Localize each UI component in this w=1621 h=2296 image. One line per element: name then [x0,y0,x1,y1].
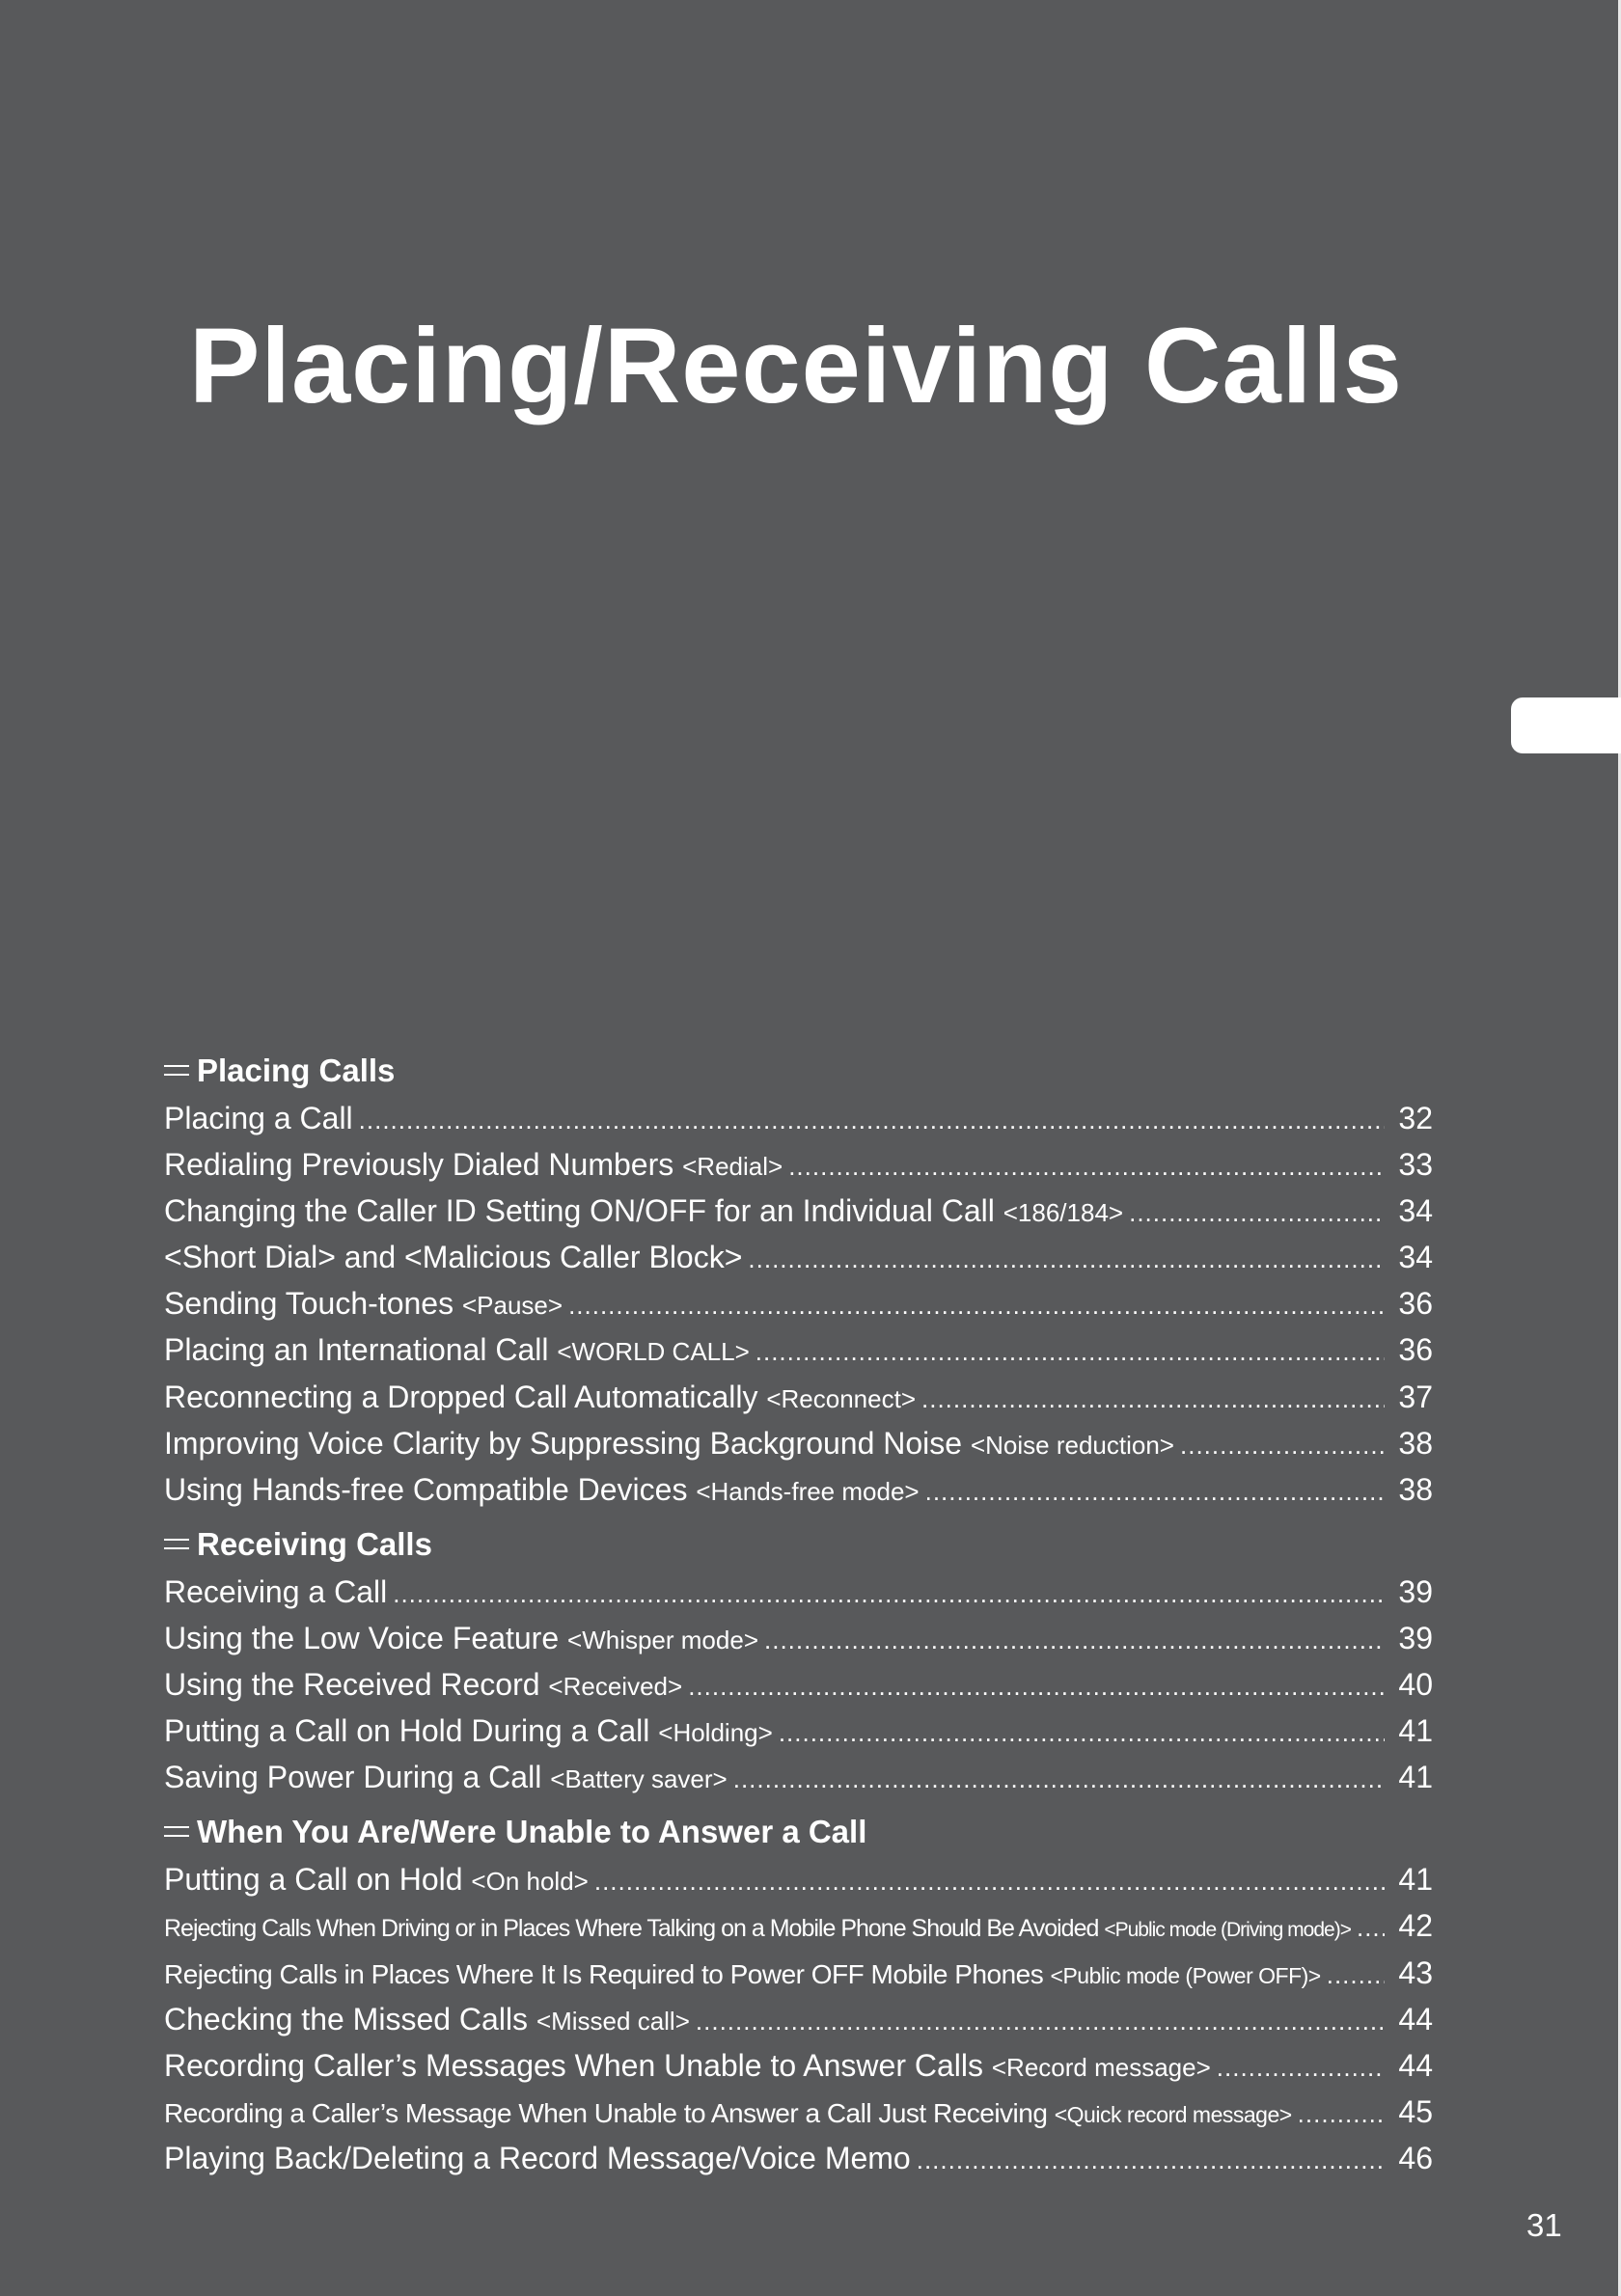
section-heading [164,1520,1433,1569]
entry-page-number: 32 [1398,1101,1433,1135]
toc-entry[interactable] [164,1141,1433,1188]
entry-page-number: 39 [1398,1620,1433,1655]
entry-function-name: <Hands-free mode> [696,1476,920,1506]
toc-entry[interactable] [164,1661,1433,1708]
dot-leader [756,1326,1385,1375]
dot-leader [688,1661,1385,1709]
toc-entry[interactable] [164,1234,1433,1280]
toc-entry[interactable] [164,2135,1433,2181]
entry-function-name: <WORLD CALL> [557,1337,750,1367]
toc-entry[interactable] [164,1569,1433,1615]
entry-function-name: <Received> [548,1672,683,1702]
double-bar-icon [164,1825,189,1839]
dot-leader [925,1466,1385,1515]
entry-title: Recording a Caller’s Message When Unable to Answer a Call Just Receiving [164,2097,1048,2128]
entry-function-name: <Record message> [991,2052,1211,2082]
dot-leader [921,1374,1385,1422]
entry-title: Improving Voice Clarity by Suppressing Background Noise [164,1425,963,1461]
entry-page-number: 37 [1398,1379,1433,1414]
toc-entry[interactable] [164,1950,1433,1996]
chapter-index-tab [1511,697,1621,753]
entry-page-number: 43 [1398,1954,1433,1990]
entry-title: Reconnecting a Dropped Call Automatically [164,1379,758,1414]
toc-entry[interactable] [164,1708,1433,1754]
toc-entry[interactable] [164,1280,1433,1326]
entry-function-name: <On hold> [471,1867,589,1897]
section-heading-text: When You Are/Were Unable to Answer a Call [197,1814,867,1850]
dot-leader [696,1996,1385,2044]
entry-page-number: 34 [1398,1240,1433,1275]
section-heading-text: Receiving Calls [197,1525,432,1562]
entry-function-name: <Quick record message> [1054,2101,1292,2127]
section-heading [164,1047,1433,1095]
dot-leader [594,1856,1385,1904]
entry-page-number: 41 [1398,1862,1433,1898]
toc-entry[interactable] [164,1754,1433,1800]
entry-function-name: <Missed call> [536,2006,690,2036]
dot-leader [359,1095,1385,1143]
page-number: 31 [1526,2207,1562,2243]
entry-title: Rejecting Calls When Driving or in Places Where Talking on a Mobile Phone Should Be Avoided [164,1915,1099,1943]
dot-leader [1217,2042,1385,2091]
dot-leader [1180,1420,1385,1468]
entry-title: Putting a Call on Hold During a Call [164,1713,650,1749]
entry-function-name: <Battery saver> [550,1764,728,1794]
entry-title: Playing Back/Deleting a Record Message/Voice Memo [164,2140,911,2175]
entry-page-number: 44 [1398,2047,1433,2083]
entry-page-number: 42 [1398,1908,1433,1944]
toc-entry[interactable] [164,1095,1433,1141]
table-of-contents [164,1047,1433,2181]
entry-page-number: 39 [1398,1573,1433,1609]
entry-title: Redialing Previously Dialed Numbers [164,1147,674,1183]
toc-entry[interactable] [164,1856,1433,1902]
double-bar-icon [164,1538,189,1551]
entry-page-number: 33 [1398,1147,1433,1183]
entry-page-number: 40 [1398,1667,1433,1703]
toc-section-placing-calls [164,1047,1433,1513]
toc-entry[interactable] [164,1420,1433,1466]
toc-entry[interactable] [164,2089,1433,2135]
entry-function-name: <Redial> [682,1152,783,1182]
entry-title: Using the Low Voice Feature [164,1620,560,1655]
dot-leader [779,1708,1385,1756]
entry-title: Recording Caller’s Messages When Unable to Answer Calls [164,2047,983,2083]
entry-title: Placing a Call [164,1101,353,1135]
section-heading-text: Placing Calls [197,1052,396,1088]
entry-title: Changing the Caller ID Setting ON/OFF for an Individual Call [164,1193,995,1229]
page-title: Placing/Receiving Calls [189,307,1403,425]
entry-page-number: 41 [1398,1713,1433,1749]
dot-leader [733,1754,1385,1802]
dot-leader [917,2135,1385,2183]
entry-function-name: <Holding> [658,1718,773,1748]
dot-leader [1129,1188,1385,1236]
entry-title: Sending Touch-tones [164,1286,454,1322]
entry-title: Putting a Call on Hold [164,1862,463,1898]
entry-function-name: <Noise reduction> [970,1430,1174,1460]
toc-entry[interactable] [164,1466,1433,1513]
dot-leader [1327,1952,1385,1998]
entry-function-name: <Whisper mode> [567,1625,758,1654]
dot-leader [568,1280,1385,1328]
dot-leader [1357,1904,1385,1952]
section-heading [164,1808,1433,1856]
toc-entry[interactable] [164,1326,1433,1373]
dot-leader [393,1569,1385,1617]
entry-function-name: <186/184> [1003,1198,1124,1228]
entry-function-name: <Public mode (Driving mode)> [1104,1919,1351,1942]
entry-page-number: 41 [1398,1760,1433,1795]
dot-leader [788,1141,1385,1189]
toc-entry[interactable] [164,1996,1433,2042]
toc-section-receiving-calls [164,1520,1433,1800]
entry-title: Rejecting Calls in Places Where It Is Required to Power OFF Mobile Phones [164,1958,1044,1989]
dot-leader [764,1615,1385,1663]
entry-function-name: <Reconnect> [766,1383,917,1413]
entry-function-name: <Pause> [461,1291,563,1321]
toc-section-unable-to-answer [164,1808,1433,2181]
entry-title: <Short Dial> and <Malicious Caller Block> [164,1240,743,1275]
entry-page-number: 45 [1398,2093,1433,2129]
toc-entry[interactable] [164,1902,1433,1949]
entry-title: Receiving a Call [164,1573,388,1609]
entry-page-number: 44 [1398,2001,1433,2036]
entry-title: Checking the Missed Calls [164,2001,529,2036]
entry-page-number: 36 [1398,1332,1433,1368]
dot-leader [1298,2091,1385,2137]
entry-function-name: <Public mode (Power OFF)> [1050,1962,1321,1988]
double-bar-icon [164,1064,189,1078]
entry-page-number: 34 [1398,1193,1433,1229]
entry-title: Using the Received Record [164,1667,540,1703]
toc-entry[interactable] [164,1374,1433,1420]
entry-title: Using Hands-free Compatible Devices [164,1471,688,1507]
toc-entry[interactable] [164,2042,1433,2089]
entry-page-number: 38 [1398,1425,1433,1461]
entry-page-number: 46 [1398,2140,1433,2175]
dot-leader [748,1234,1385,1282]
entry-page-number: 36 [1398,1286,1433,1322]
entry-page-number: 38 [1398,1471,1433,1507]
toc-entry[interactable] [164,1188,1433,1234]
entry-title: Saving Power During a Call [164,1760,542,1795]
entry-title: Placing an International Call [164,1332,549,1368]
toc-entry[interactable] [164,1615,1433,1661]
